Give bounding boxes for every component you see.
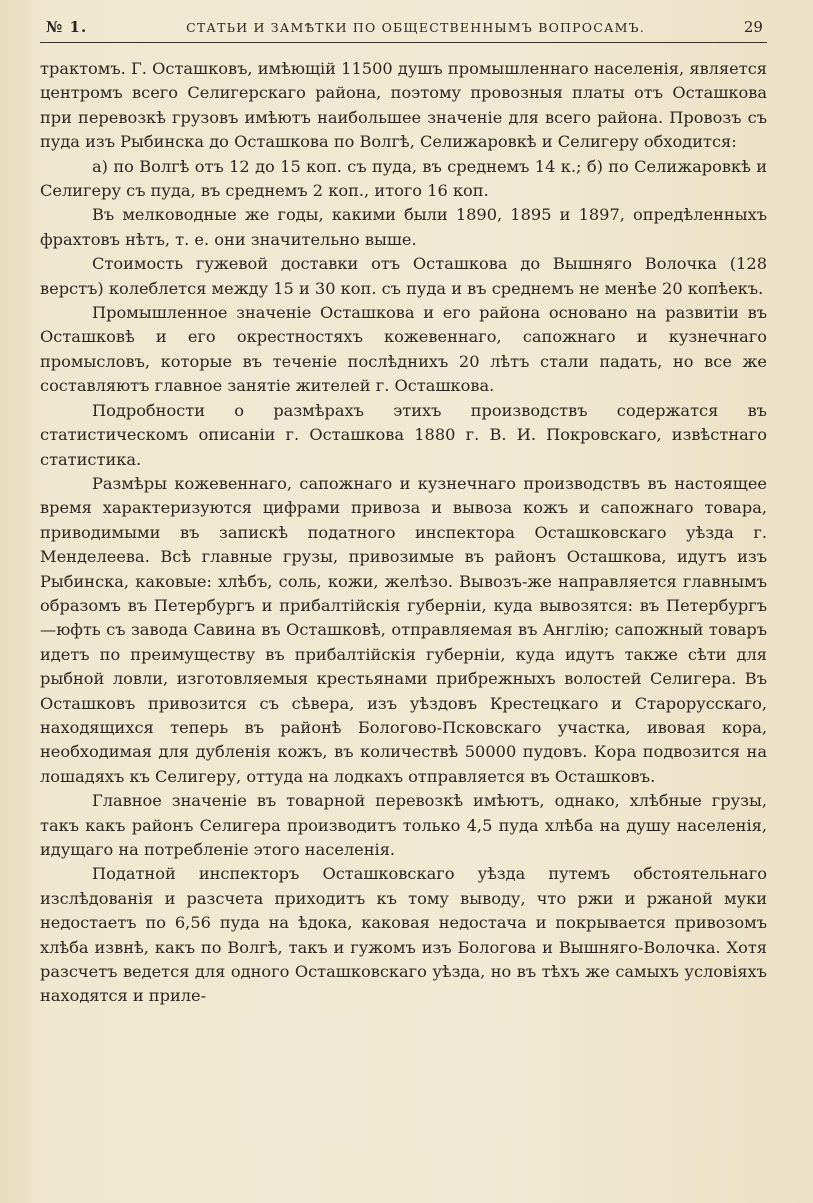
paragraph: Податной инспекторъ Осташковскаго уѣзда путемъ обстоятельнаго изслѣдованія и разсчета приходитъ къ тому выводу, что ржи и ржаной муки недостаетъ по 6,56 пуда на ѣдока, каковая недостача и покрывается привозомъ хлѣба извнѣ, какъ по Волгѣ, такъ и гужомъ изъ Бологова и Вышняго-Волочка. Хотя разсчетъ ведется для одного Осташковскаго уѣзда, но въ тѣхъ же самыхъ условіяхъ находятся и прилe- bbox=[40, 864, 767, 1006]
running-header bbox=[40, 18, 767, 43]
paragraph: Размѣры кожевеннаго, сапожнаго и кузнечнаго производствъ въ настоящее время характеризуются цифрами привоза и вывоза кожъ и сапожнаго товара, приводимыми въ запискѣ податного инспектора Осташковскаго уѣзда г. Менделеева. Всѣ главные грузы, привозимые въ районъ Осташкова, идутъ изъ Рыбинска, каковые: хлѣбъ, соль, кожи, желѣзо. Вывозъ-же направляется главнымъ образомъ въ Петербургъ и прибалтійскія губерніи, куда вывозятся: въ Петербургъ—юфть съ завода Савина въ Осташковѣ, отправляемая въ Англію; сапожный товаръ идетъ по преимуществу въ прибалтійскія губерніи, куда идутъ также сѣти для рыбной ловли, изготовляемыя крестьянами прибрежныхъ волостей Селигера. Въ Осташковъ привозится съ сѣвера, изъ уѣздовъ Крестецкаго и Старорусскаго, находящихся теперь въ районѣ Бологово-Псковскаго участка, ивовая кора, необходимая для дубленія кожъ, въ количествѣ 50000 пудовъ. Кора подвозится на лошадяхъ къ Селигеру, оттуда на лодкахъ отправляется въ Осташковъ. bbox=[40, 473, 767, 786]
paragraph: Подробности о размѣрахъ этихъ производствъ содержатся въ статистическомъ описаніи г. Осташкова 1880 г. В. И. Покровскаго, извѣстнаго статистика. bbox=[40, 400, 767, 469]
paragraph-continuation: трактомъ. Г. Осташковъ, имѣющій 11500 душъ промышленнаго населенія, является центромъ всего Селигерскаго района, поэтому провозныя платы отъ Осташкова при перевозкѣ грузовъ имѣютъ наибольшее значеніе для всего района. Провозъ съ пуда изъ Рыбинска до Осташкова по Волгѣ, Селижаровкѣ и Селигеру обходится: bbox=[40, 59, 767, 152]
paragraph: Главное значеніе въ товарной перевозкѣ имѣютъ, однако, хлѣбные грузы, такъ какъ районъ Селигера производитъ только 4,5 пуда хлѣба на душу населенія, идущаго на потребленіе этого населенія. bbox=[40, 791, 767, 859]
paragraph: Промышленное значеніе Осташкова и его района основано на развитіи въ Осташковѣ и его окрестностяхъ кожевеннаго, сапожнаго и кузнечнаго промысловъ, которые въ теченіе послѣднихъ 20 лѣтъ стали падать, но все же составляютъ главное занятіе жителей г. Осташкова. bbox=[40, 303, 767, 396]
paragraph: а) по Волгѣ отъ 12 до 15 коп. съ пуда, въ среднемъ 14 к.; б) по Селижаровкѣ и Селигеру съ пуда, въ среднемъ 2 коп., итого 16 коп. bbox=[40, 156, 767, 201]
page-number: 29 bbox=[743, 18, 763, 36]
article-body bbox=[40, 57, 767, 1009]
paragraph: Стоимость гужевой доставки отъ Осташкова до Вышняго Волочка (128 верстъ) колеблется между 15 и 30 коп. съ пуда и въ среднемъ не менѣе 20 копѣекъ. bbox=[40, 254, 767, 298]
paragraph: Въ мелководные же годы, какими были 1890, 1895 и 1897, опредѣленныхъ фрахтовъ нѣтъ, т. е. они значительно выше. bbox=[40, 205, 767, 249]
section-title: СТАТЬИ И ЗАМѢТКИ ПО ОБЩЕСТВЕННЫМЪ ВОПРОСАМЪ. bbox=[186, 20, 645, 35]
issue-number: № 1. bbox=[46, 18, 88, 36]
